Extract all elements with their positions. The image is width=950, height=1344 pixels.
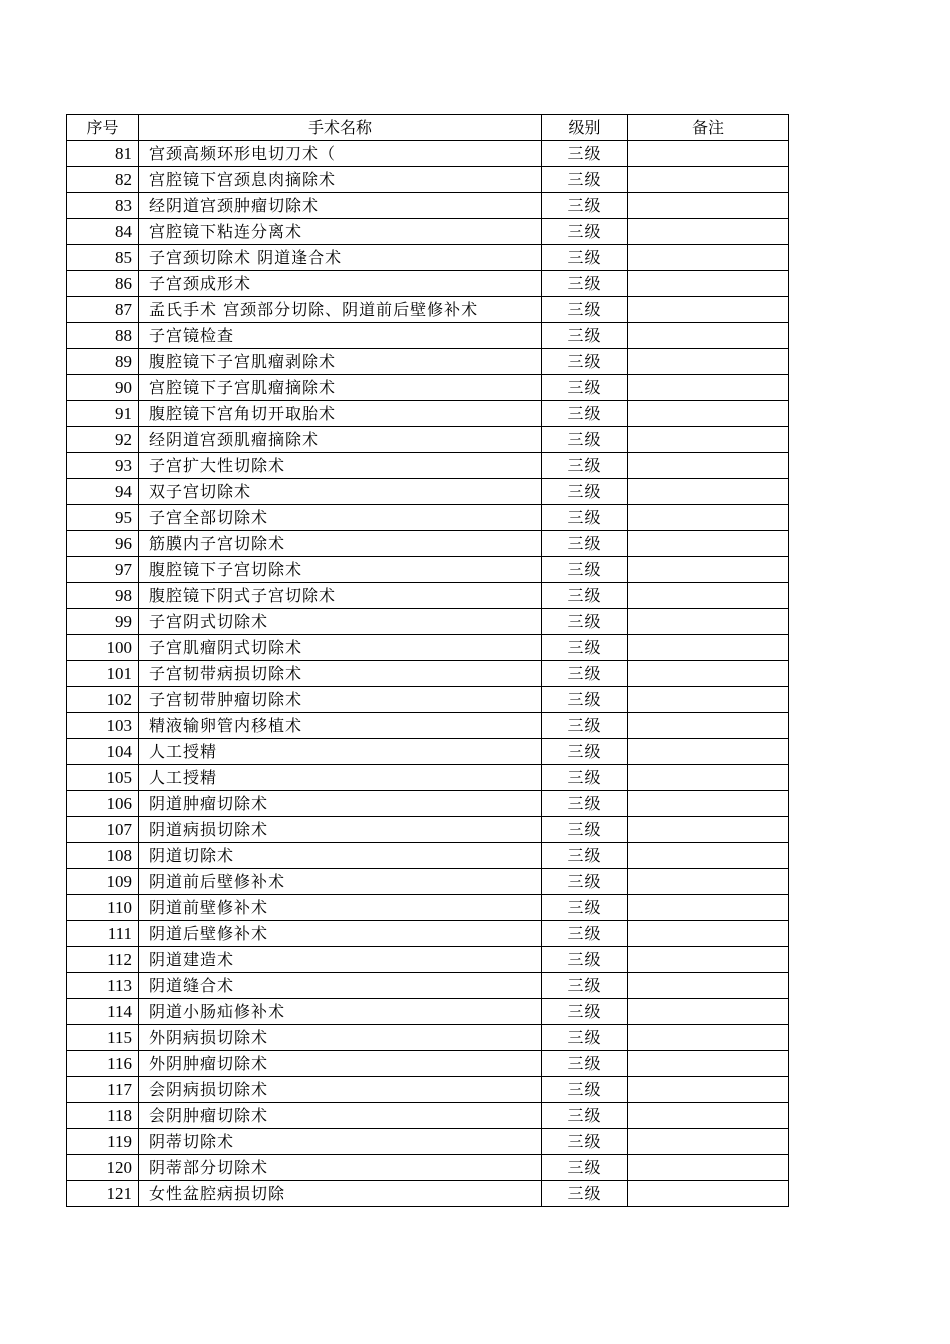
surgery-name: 宫腔镜下子宫肌瘤摘除术 [139, 375, 542, 401]
row-number: 92 [67, 427, 139, 453]
surgery-name: 阴道前壁修补术 [139, 895, 542, 921]
surgery-note [628, 817, 789, 843]
row-number: 118 [67, 1103, 139, 1129]
surgery-level: 三级 [542, 921, 628, 947]
surgery-level: 三级 [542, 947, 628, 973]
surgery-level: 三级 [542, 973, 628, 999]
surgery-table [66, 114, 789, 1207]
row-number: 93 [67, 453, 139, 479]
row-number: 108 [67, 843, 139, 869]
surgery-name: 宫腔镜下粘连分离术 [139, 219, 542, 245]
surgery-level: 三级 [542, 635, 628, 661]
table-row [67, 921, 789, 947]
table-row [67, 453, 789, 479]
surgery-level: 三级 [542, 1077, 628, 1103]
table-row [67, 609, 789, 635]
surgery-name: 腹腔镜下宫角切开取胎术 [139, 401, 542, 427]
surgery-name: 宫颈高频环形电切刀术（ [139, 141, 542, 167]
row-number: 105 [67, 765, 139, 791]
surgery-name: 子宫肌瘤阴式切除术 [139, 635, 542, 661]
table-row [67, 869, 789, 895]
surgery-name: 阴道前后壁修补术 [139, 869, 542, 895]
surgery-note [628, 271, 789, 297]
row-number: 91 [67, 401, 139, 427]
table-row [67, 505, 789, 531]
surgery-level: 三级 [542, 1181, 628, 1207]
row-number: 95 [67, 505, 139, 531]
surgery-level: 三级 [542, 375, 628, 401]
surgery-level: 三级 [542, 661, 628, 687]
table-row [67, 843, 789, 869]
surgery-name: 人工授精 [139, 739, 542, 765]
surgery-name: 子宫镜检查 [139, 323, 542, 349]
surgery-note [628, 947, 789, 973]
surgery-name: 外阴肿瘤切除术 [139, 1051, 542, 1077]
table-row [67, 1103, 789, 1129]
surgery-level: 三级 [542, 141, 628, 167]
surgery-level: 三级 [542, 271, 628, 297]
row-number: 90 [67, 375, 139, 401]
surgery-note [628, 453, 789, 479]
surgery-note [628, 1129, 789, 1155]
header-no: 序号 [67, 115, 139, 141]
table-row [67, 323, 789, 349]
surgery-level: 三级 [542, 349, 628, 375]
row-number: 114 [67, 999, 139, 1025]
surgery-level: 三级 [542, 583, 628, 609]
surgery-note [628, 323, 789, 349]
surgery-name: 筋膜内子宫切除术 [139, 531, 542, 557]
table-row [67, 739, 789, 765]
surgery-level: 三级 [542, 297, 628, 323]
table-row [67, 349, 789, 375]
table-row [67, 1155, 789, 1181]
surgery-note [628, 1181, 789, 1207]
surgery-note [628, 869, 789, 895]
surgery-note [628, 973, 789, 999]
row-number: 111 [67, 921, 139, 947]
surgery-note [628, 895, 789, 921]
table-row [67, 661, 789, 687]
surgery-note [628, 609, 789, 635]
table-row [67, 1129, 789, 1155]
row-number: 100 [67, 635, 139, 661]
table-row [67, 713, 789, 739]
row-number: 82 [67, 167, 139, 193]
row-number: 98 [67, 583, 139, 609]
surgery-note [628, 583, 789, 609]
header-name: 手术名称 [139, 115, 542, 141]
surgery-name: 孟氏手术 宫颈部分切除、阴道前后壁修补术 [139, 297, 542, 323]
table-row [67, 297, 789, 323]
surgery-note [628, 687, 789, 713]
surgery-note [628, 791, 789, 817]
table-row [67, 1181, 789, 1207]
surgery-note [628, 219, 789, 245]
row-number: 104 [67, 739, 139, 765]
row-number: 87 [67, 297, 139, 323]
row-number: 101 [67, 661, 139, 687]
surgery-level: 三级 [542, 609, 628, 635]
surgery-name: 会阴病损切除术 [139, 1077, 542, 1103]
surgery-level: 三级 [542, 713, 628, 739]
row-number: 112 [67, 947, 139, 973]
row-number: 88 [67, 323, 139, 349]
row-number: 107 [67, 817, 139, 843]
table-row [67, 401, 789, 427]
table-row [67, 895, 789, 921]
surgery-level: 三级 [542, 843, 628, 869]
table-row [67, 427, 789, 453]
row-number: 120 [67, 1155, 139, 1181]
row-number: 83 [67, 193, 139, 219]
surgery-name: 经阴道宫颈肌瘤摘除术 [139, 427, 542, 453]
surgery-name: 阴道小肠疝修补术 [139, 999, 542, 1025]
row-number: 85 [67, 245, 139, 271]
surgery-level: 三级 [542, 869, 628, 895]
table-header-row [67, 115, 789, 141]
surgery-level: 三级 [542, 687, 628, 713]
table-row [67, 817, 789, 843]
surgery-level: 三级 [542, 817, 628, 843]
surgery-note [628, 1103, 789, 1129]
row-number: 89 [67, 349, 139, 375]
surgery-level: 三级 [542, 479, 628, 505]
table-row [67, 271, 789, 297]
surgery-name: 子宫颈成形术 [139, 271, 542, 297]
table-row [67, 479, 789, 505]
row-number: 116 [67, 1051, 139, 1077]
surgery-note [628, 843, 789, 869]
row-number: 110 [67, 895, 139, 921]
row-number: 81 [67, 141, 139, 167]
table-row [67, 245, 789, 271]
table-row [67, 765, 789, 791]
table-row [67, 635, 789, 661]
surgery-note [628, 245, 789, 271]
surgery-level: 三级 [542, 895, 628, 921]
surgery-name: 阴道建造术 [139, 947, 542, 973]
surgery-level: 三级 [542, 245, 628, 271]
surgery-level: 三级 [542, 765, 628, 791]
surgery-note [628, 1051, 789, 1077]
surgery-name: 双子宫切除术 [139, 479, 542, 505]
row-number: 121 [67, 1181, 139, 1207]
surgery-name: 子宫韧带肿瘤切除术 [139, 687, 542, 713]
surgery-level: 三级 [542, 323, 628, 349]
surgery-level: 三级 [542, 1155, 628, 1181]
surgery-name: 阴道缝合术 [139, 973, 542, 999]
surgery-name: 子宫颈切除术 阴道逢合术 [139, 245, 542, 271]
table-row [67, 193, 789, 219]
header-note: 备注 [628, 115, 789, 141]
row-number: 97 [67, 557, 139, 583]
row-number: 102 [67, 687, 139, 713]
surgery-name: 腹腔镜下子宫切除术 [139, 557, 542, 583]
table-row [67, 1025, 789, 1051]
row-number: 94 [67, 479, 139, 505]
surgery-level: 三级 [542, 219, 628, 245]
table-row [67, 557, 789, 583]
surgery-level: 三级 [542, 453, 628, 479]
surgery-name: 腹腔镜下子宫肌瘤剥除术 [139, 349, 542, 375]
surgery-note [628, 427, 789, 453]
table-row [67, 1051, 789, 1077]
surgery-note [628, 297, 789, 323]
surgery-name: 女性盆腔病损切除 [139, 1181, 542, 1207]
surgery-name: 阴道切除术 [139, 843, 542, 869]
surgery-level: 三级 [542, 505, 628, 531]
surgery-name: 人工授精 [139, 765, 542, 791]
surgery-note [628, 349, 789, 375]
surgery-note [628, 661, 789, 687]
surgery-level: 三级 [542, 791, 628, 817]
surgery-note [628, 505, 789, 531]
surgery-note [628, 375, 789, 401]
surgery-level: 三级 [542, 193, 628, 219]
row-number: 117 [67, 1077, 139, 1103]
surgery-level: 三级 [542, 1129, 628, 1155]
surgery-name: 子宫全部切除术 [139, 505, 542, 531]
row-number: 109 [67, 869, 139, 895]
surgery-note [628, 1077, 789, 1103]
surgery-name: 子宫阴式切除术 [139, 609, 542, 635]
surgery-level: 三级 [542, 1051, 628, 1077]
surgery-note [628, 739, 789, 765]
surgery-name: 外阴病损切除术 [139, 1025, 542, 1051]
surgery-note [628, 713, 789, 739]
surgery-note [628, 479, 789, 505]
table-row [67, 1077, 789, 1103]
surgery-note [628, 1025, 789, 1051]
header-level: 级别 [542, 115, 628, 141]
surgery-level: 三级 [542, 427, 628, 453]
table-row [67, 141, 789, 167]
row-number: 113 [67, 973, 139, 999]
surgery-name: 阴道病损切除术 [139, 817, 542, 843]
surgery-level: 三级 [542, 531, 628, 557]
surgery-level: 三级 [542, 167, 628, 193]
row-number: 119 [67, 1129, 139, 1155]
surgery-note [628, 557, 789, 583]
row-number: 96 [67, 531, 139, 557]
surgery-note [628, 1155, 789, 1181]
table-row [67, 167, 789, 193]
surgery-name: 会阴肿瘤切除术 [139, 1103, 542, 1129]
surgery-level: 三级 [542, 1025, 628, 1051]
row-number: 115 [67, 1025, 139, 1051]
surgery-note [628, 141, 789, 167]
surgery-name: 阴蒂部分切除术 [139, 1155, 542, 1181]
surgery-level: 三级 [542, 999, 628, 1025]
surgery-name: 阴道肿瘤切除术 [139, 791, 542, 817]
surgery-name: 子宫扩大性切除术 [139, 453, 542, 479]
table-row [67, 999, 789, 1025]
surgery-note [628, 921, 789, 947]
table-body [67, 141, 789, 1207]
row-number: 86 [67, 271, 139, 297]
surgery-name: 阴蒂切除术 [139, 1129, 542, 1155]
table-row [67, 375, 789, 401]
table-row [67, 219, 789, 245]
row-number: 84 [67, 219, 139, 245]
row-number: 106 [67, 791, 139, 817]
surgery-level: 三级 [542, 401, 628, 427]
table-row [67, 583, 789, 609]
surgery-note [628, 193, 789, 219]
surgery-name: 宫腔镜下宫颈息肉摘除术 [139, 167, 542, 193]
table-row [67, 947, 789, 973]
surgery-note [628, 167, 789, 193]
surgery-note [628, 635, 789, 661]
surgery-level: 三级 [542, 557, 628, 583]
row-number: 99 [67, 609, 139, 635]
surgery-name: 子宫韧带病损切除术 [139, 661, 542, 687]
surgery-level: 三级 [542, 739, 628, 765]
surgery-note [628, 401, 789, 427]
table-row [67, 973, 789, 999]
surgery-note [628, 531, 789, 557]
surgery-list-sheet [66, 114, 789, 1207]
surgery-level: 三级 [542, 1103, 628, 1129]
surgery-name: 腹腔镜下阴式子宫切除术 [139, 583, 542, 609]
surgery-note [628, 765, 789, 791]
surgery-name: 经阴道宫颈肿瘤切除术 [139, 193, 542, 219]
surgery-name: 阴道后壁修补术 [139, 921, 542, 947]
table-row [67, 531, 789, 557]
surgery-name: 精液输卵管内移植术 [139, 713, 542, 739]
row-number: 103 [67, 713, 139, 739]
surgery-note [628, 999, 789, 1025]
table-row [67, 687, 789, 713]
table-row [67, 791, 789, 817]
